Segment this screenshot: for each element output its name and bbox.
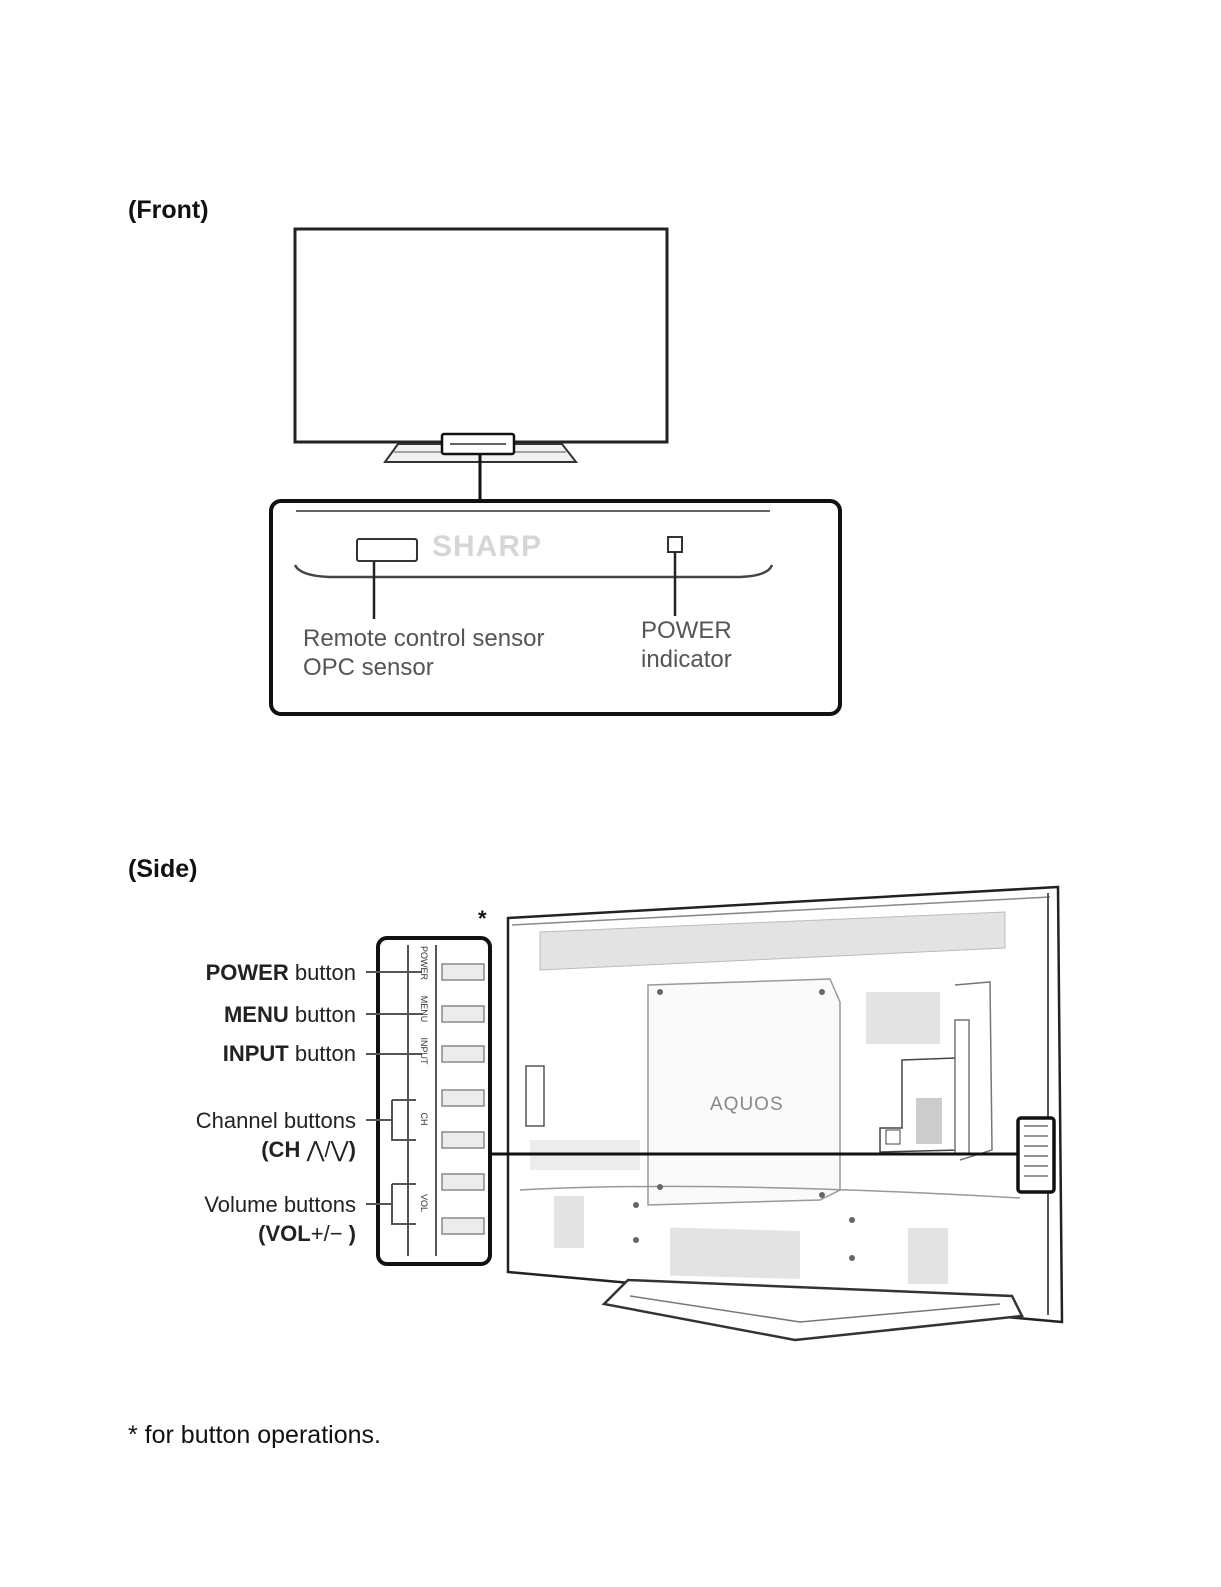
side-control-highlight xyxy=(1018,1118,1054,1192)
volume-buttons-label: Volume buttons (VOL+/− ) xyxy=(204,1192,356,1246)
aquos-logo: AQUOS xyxy=(710,1094,784,1115)
asterisk-mark: * xyxy=(478,906,487,931)
panel-ch-down-key xyxy=(442,1132,484,1148)
panel-vol-down-key xyxy=(442,1218,484,1234)
sharp-logo: SHARP xyxy=(432,530,543,563)
panel-label-ch: CH xyxy=(419,1112,429,1126)
panel-label-input: INPUT xyxy=(419,1037,429,1065)
remote-sensor-label: Remote control sensor OPC sensor xyxy=(303,625,545,681)
panel-vol-up-key xyxy=(442,1174,484,1190)
panel-label-power: POWER xyxy=(419,945,429,980)
input-button-label: INPUT button xyxy=(222,1041,356,1066)
panel-menu-key xyxy=(442,1006,484,1022)
panel-label-menu: MENU xyxy=(419,995,429,1023)
channel-buttons-label: Channel buttons (CH ⋀/⋁) xyxy=(195,1108,356,1162)
side-heading: (Side) xyxy=(128,855,198,883)
panel-input-key xyxy=(442,1046,484,1062)
footnote: * for button operations. xyxy=(128,1421,381,1449)
panel-ch-up-key xyxy=(442,1090,484,1106)
front-heading: (Front) xyxy=(128,196,209,224)
menu-button-label: MENU button xyxy=(223,1002,356,1027)
panel-label-vol: VOL xyxy=(419,1193,429,1212)
panel-power-key xyxy=(442,964,484,980)
power-button-label: POWER button xyxy=(205,960,356,985)
power-indicator-label: POWER indicator xyxy=(641,617,732,673)
